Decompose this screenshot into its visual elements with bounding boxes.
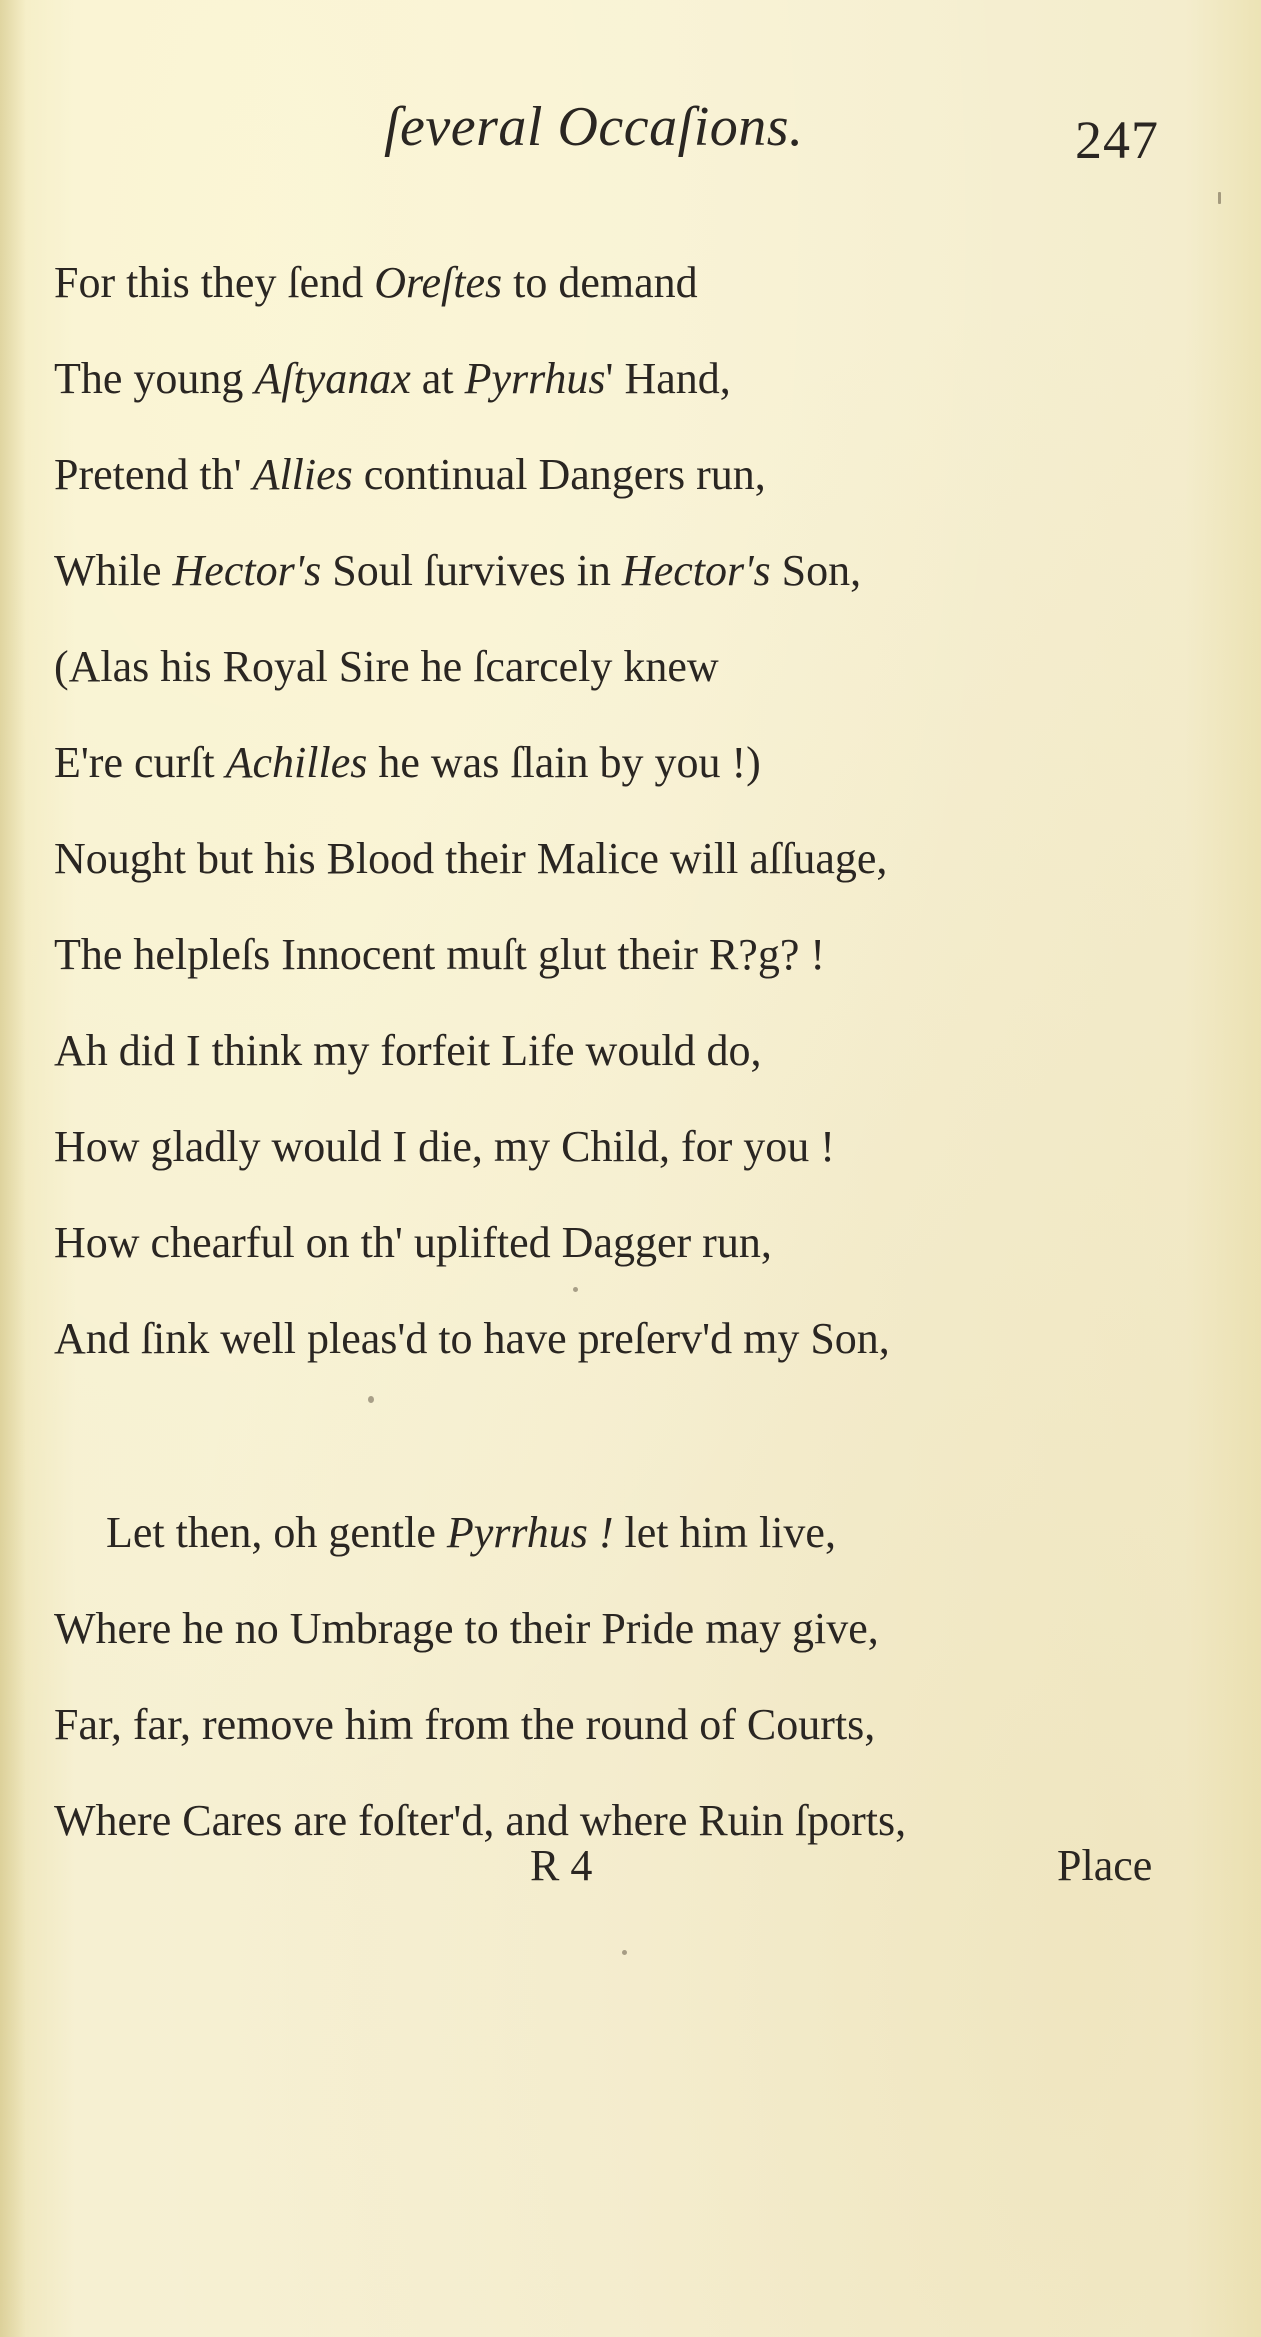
verse-text: ' Hand, <box>605 354 731 403</box>
verse-text: While <box>54 546 173 595</box>
verse-text: continual Dangers run, <box>352 450 766 499</box>
verse-line <box>54 1215 772 1271</box>
verse-line <box>54 351 731 407</box>
italic-name: Achilles <box>225 738 368 787</box>
verse-line <box>54 1023 762 1079</box>
verse-line <box>54 255 698 311</box>
verse-text: Pretend th' <box>54 450 253 499</box>
page-footer <box>0 1840 1261 1900</box>
verse-text: And ſink well pleas'd to have preſerv'd my Son, <box>54 1314 890 1363</box>
catchword: Place <box>1057 1841 1153 1890</box>
italic-name: Pyrrhus ! <box>446 1508 614 1557</box>
page-gutter-shadow <box>0 0 26 2337</box>
verse-text: Son, <box>770 546 862 595</box>
verse-line <box>54 639 719 695</box>
verse-text: Ah did I think my forfeit Life would do, <box>54 1026 762 1075</box>
paper-speck <box>573 1287 578 1292</box>
signature-mark: R 4 <box>530 1841 593 1890</box>
paper-speck <box>1218 192 1221 204</box>
verse-text: How gladly would I die, my Child, for you ! <box>54 1122 835 1171</box>
verse-text: For this they ſend <box>54 258 375 307</box>
verse-line <box>54 1119 835 1175</box>
verse-text: let him live, <box>613 1508 836 1557</box>
verse-line <box>54 1601 879 1657</box>
verse-text: E're curſt <box>54 738 226 787</box>
verse-text: The young <box>54 354 255 403</box>
verse-line <box>106 1505 836 1561</box>
italic-name: Hector's <box>621 546 771 595</box>
running-head: ſeveral Occaſions. <box>384 96 804 158</box>
italic-name: Aſtyanax <box>254 354 411 403</box>
italic-name: Hector's <box>172 546 322 595</box>
paper-speck <box>368 1396 374 1403</box>
verse-text: The helpleſs Innocent muſt glut their R?g? ! <box>54 930 826 979</box>
italic-name: Pyrrhus <box>464 354 606 403</box>
verse-text: (Alas his Royal Sire he ſcarcely knew <box>54 642 719 691</box>
italic-name: Allies <box>252 450 353 499</box>
verse-text: Where he no Umbrage to their Pride may give, <box>54 1604 879 1653</box>
verse-line <box>54 447 766 503</box>
verse-text: at <box>410 354 465 403</box>
verse-text: Far, far, remove him from the round of Courts, <box>54 1700 876 1749</box>
verse-text: Where Cares are foſter'd, and where Ruin ſports, <box>54 1796 907 1845</box>
verse-line <box>54 927 825 983</box>
verse-text: Let then, oh gentle <box>106 1508 447 1557</box>
verse-line <box>54 1311 890 1367</box>
page-header <box>0 95 1261 175</box>
verse-line <box>54 543 861 599</box>
verse-line <box>54 735 761 791</box>
italic-name: Oreſtes <box>374 258 503 307</box>
paper-speck <box>622 1950 627 1955</box>
page-number: 247 <box>1075 110 1159 170</box>
verse-line <box>54 831 887 887</box>
verse-line <box>54 1697 875 1753</box>
verse-text: Soul ſurvives in <box>321 546 622 595</box>
verse-text: How chearful on th' uplifted Dagger run, <box>54 1218 772 1267</box>
verse-text: to demand <box>502 258 698 307</box>
verse-text: he was ſlain by you !) <box>367 738 761 787</box>
verse-text: Nought but his Blood their Malice will aſſuage, <box>54 834 888 883</box>
